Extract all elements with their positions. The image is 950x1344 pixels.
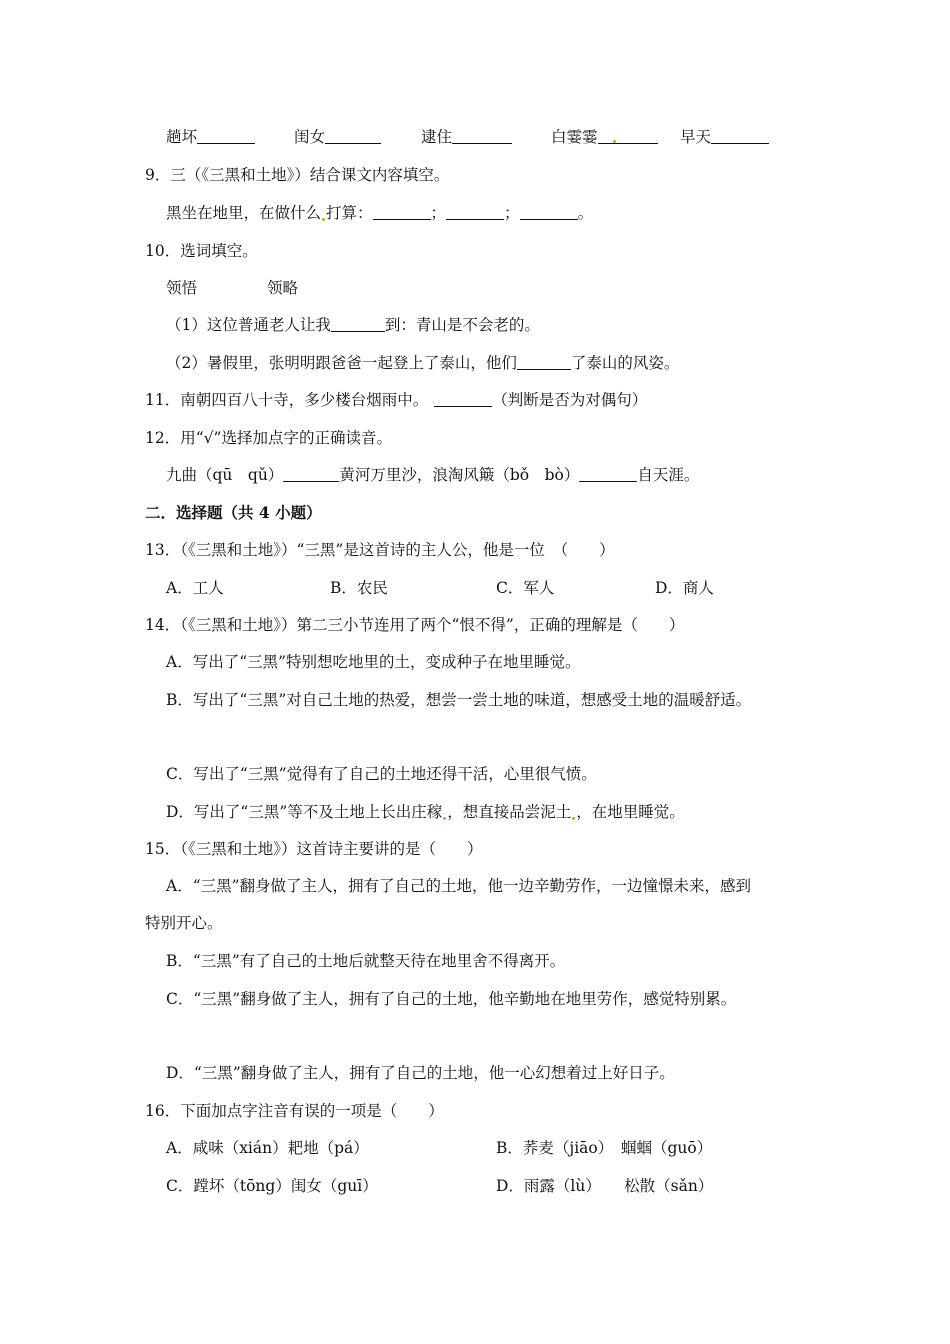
q9-pre: 黑坐在地里，在做什么 bbox=[166, 204, 322, 222]
q9-sep-2: ； bbox=[504, 204, 520, 222]
q14-option-c[interactable]: C．写出了“三黑”觉得有了自己的土地还得干活，心里很气愤。 bbox=[166, 765, 597, 783]
q8-word-4: 白霎霎 bbox=[551, 128, 598, 146]
q9-blank-3[interactable] bbox=[520, 203, 578, 220]
q13-stem: 13．（《三黑和土地》）“三黑”是这首诗的主人公，他是一位 （ ） bbox=[145, 541, 615, 559]
q9-stem: 9．三（《三黑和土地》）结合课文内容填空。 bbox=[145, 166, 450, 184]
q8-blank-2[interactable] bbox=[325, 127, 381, 144]
q15-option-d[interactable]: D．“三黑”翻身做了主人，拥有了自己的土地，他一心幻想着过上好日子。 bbox=[166, 1064, 675, 1082]
q11-post: （判断是否为对偶句） bbox=[492, 391, 648, 409]
section-heading: 二．选择题（共 4 小题） bbox=[145, 503, 322, 522]
q13-option-c[interactable]: C．军人 bbox=[496, 579, 555, 597]
q15-option-a[interactable]: A．“三黑”翻身做了主人，拥有了自己的土地，他一边辛勤劳作，一边憧憬未来，感到 bbox=[166, 877, 752, 895]
q13-option-a[interactable]: A．工人 bbox=[166, 579, 224, 597]
q14-option-a[interactable]: A．写出了“三黑”特别想吃地里的土，变成种子在地里睡觉。 bbox=[166, 653, 581, 671]
q11-stem: 11．南朝四百八十寺，多少楼台烟雨中。 bbox=[145, 391, 429, 409]
q10-stem: 10．选词填空。 bbox=[145, 242, 258, 260]
q14-d-pre: D．写出了“三黑”等不及土地上长出庄稼 bbox=[166, 803, 443, 821]
q16-option-c[interactable]: C．蹚坏（tōng）闺女（guī） bbox=[166, 1177, 378, 1195]
q14-stem: 14．（《三黑和土地》）第二三小节连用了两个“恨不得”，正确的理解是（ ） bbox=[145, 616, 685, 634]
q14-option-d[interactable] bbox=[166, 801, 685, 823]
q10-sentence-1 bbox=[166, 314, 540, 336]
q8-blank-5[interactable] bbox=[711, 127, 769, 144]
q10-s1-pre: （1）这位普通老人让我 bbox=[166, 316, 331, 334]
q10-s2-pre: （2）暑假里，张明明跟爸爸一起登上了泰山，他们 bbox=[166, 354, 517, 372]
q8-item-4 bbox=[551, 126, 658, 148]
emphasis-dot bbox=[322, 218, 325, 221]
q8-word-2: 闺女 bbox=[294, 128, 326, 146]
q10-s1-post: 到：青山是不会老的。 bbox=[384, 316, 540, 334]
q8-blank-4[interactable] bbox=[598, 127, 658, 144]
q16-option-a[interactable]: A．咸味（xián）耙地（pá） bbox=[166, 1139, 369, 1157]
q8-item-2 bbox=[294, 126, 381, 148]
q12-blank-1[interactable] bbox=[283, 465, 339, 482]
q9-post: 打算： bbox=[326, 204, 373, 222]
q12-blank-2[interactable] bbox=[579, 465, 637, 482]
q8-word-3: 逮住 bbox=[421, 128, 453, 146]
q12-post: 自天涯。 bbox=[637, 466, 700, 484]
q9-end: 。 bbox=[577, 204, 594, 222]
q8-word-1: 趟坏 bbox=[166, 128, 198, 146]
emphasis-dot bbox=[443, 817, 446, 820]
q16-stem: 16．下面加点字注音有误的一项是（ ） bbox=[145, 1102, 444, 1120]
q15-option-a-cont[interactable]: 特别开心。 bbox=[145, 914, 223, 932]
q9-blank-2[interactable] bbox=[446, 203, 504, 220]
q10-blank-1[interactable] bbox=[331, 315, 385, 332]
q10-sentence-2 bbox=[166, 352, 679, 374]
q8-item-5 bbox=[680, 126, 769, 148]
q13-option-d[interactable]: D．商人 bbox=[655, 579, 714, 597]
q10-word-2: 领略 bbox=[267, 279, 299, 297]
q11-blank[interactable] bbox=[434, 390, 492, 407]
q15-option-c[interactable]: C．“三黑”翻身做了主人，拥有了自己的土地，他辛勤地在地里劳作，感觉特别累。 bbox=[166, 990, 737, 1008]
q13-option-b[interactable]: B．农民 bbox=[330, 579, 388, 597]
q14-option-b[interactable]: B．写出了“三黑”对自己土地的热爱，想尝一尝土地的味道，想感受土地的温暖舒适。 bbox=[166, 691, 752, 709]
q10-s2-post: 了泰山的风姿。 bbox=[570, 354, 680, 372]
q8-blank-1[interactable] bbox=[197, 127, 255, 144]
q8-word-row bbox=[166, 126, 255, 148]
q16-option-d[interactable]: D．雨露（lù） 松散（sǎn） bbox=[496, 1177, 714, 1195]
q16-option-b[interactable]: B．荞麦（jiāo） 蝈蝈（guō） bbox=[496, 1139, 713, 1157]
q8-word-5: 早天 bbox=[680, 128, 712, 146]
q9-line bbox=[166, 202, 593, 224]
q8-item-3 bbox=[421, 126, 512, 148]
q10-blank-2[interactable] bbox=[517, 353, 571, 370]
q15-option-b[interactable]: B．“三黑”有了自己的土地后就整天待在地里舍不得离开。 bbox=[166, 952, 566, 970]
q12-stem: 12．用“√”选择加点字的正确读音。 bbox=[145, 429, 392, 447]
q14-d-post: ，在地里睡觉。 bbox=[576, 803, 685, 821]
q9-sep-1: ； bbox=[430, 204, 447, 222]
q14-d-mid: ，想直接品尝泥土 bbox=[447, 803, 572, 821]
q15-stem: 15．（《三黑和土地》）这首诗主要讲的是（ ） bbox=[145, 840, 483, 858]
q12-line bbox=[166, 464, 699, 486]
q12-mid: 黄河万里沙，浪淘风簸（bǒ bò） bbox=[339, 466, 580, 484]
q11-line bbox=[145, 389, 647, 411]
emphasis-dot bbox=[572, 817, 575, 820]
q8-blank-3[interactable] bbox=[452, 127, 512, 144]
q9-blank-1[interactable] bbox=[373, 203, 431, 220]
q10-word-1: 领悟 bbox=[166, 279, 198, 297]
q12-pre: 九曲（qū qǔ） bbox=[166, 466, 284, 484]
